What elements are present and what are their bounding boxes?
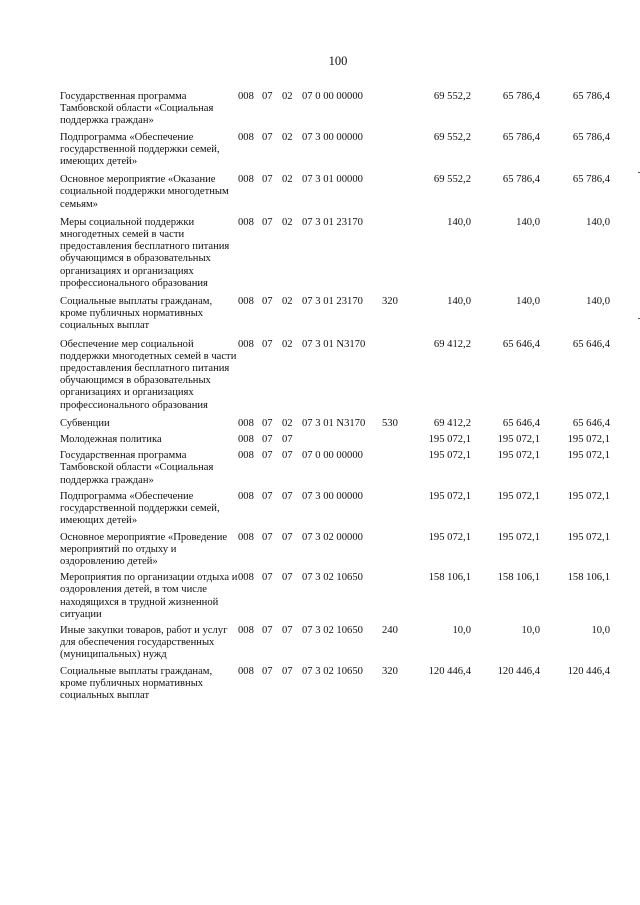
row-target-article: 07 3 00 00000 [302,490,363,502]
row-amount-year1: 158 106,1 [428,572,471,584]
row-subsection-code: 02 [282,417,293,429]
row-amount-year2: 65 646,4 [502,338,540,350]
table-row [60,450,620,487]
row-amount-year1: 69 552,2 [433,91,471,102]
row-name: Государственная программа Тамбовской области «Социальная поддержка граждан» [60,450,214,486]
row-target-article: 07 3 01 23170 [302,296,363,308]
row-amount-year3: 65 646,4 [572,338,610,350]
row-amount-year3: 195 072,1 [567,434,610,446]
row-name: Меры социальной поддержки многодетных семей в части предоставления бесплатного питания обучающимся в образовательных организациях и организациях профессионального образования [60,216,230,289]
row-amount-year3: 140,0 [586,216,610,228]
row-amount-year2: 10,0 [521,624,540,636]
row-amount-year3: 195 072,1 [567,450,610,462]
row-target-article: 07 3 02 10650 [302,624,363,636]
row-ved-code: 008 [238,91,254,102]
table-row [60,666,620,703]
row-subsection-code: 02 [282,131,293,143]
table-row [60,174,620,211]
row-name: Подпрограмма «Обеспечение государственной поддержки семей, имеющих детей» [60,131,220,168]
row-amount-year1: 10,0 [452,624,471,636]
row-amount-year1: 69 552,2 [433,174,471,186]
row-amount-year3: 195 072,1 [567,531,610,543]
row-target-article: 07 3 02 10650 [302,572,363,584]
row-expense-type: 320 [382,296,398,308]
row-amount-year3: 65 786,4 [572,91,610,102]
row-amount-year1: 69 412,2 [433,417,471,429]
row-target-article: 07 3 02 00000 [302,531,363,543]
row-name: Мероприятия по организации отдыха и оздоровления детей, в том числе находящихся в трудной жизненной ситуации [60,572,238,620]
row-target-article: 07 3 02 10650 [302,665,363,677]
row-ved-code: 008 [238,296,254,308]
row-target-article: 07 3 01 N3170 [302,338,366,350]
row-amount-year2: 65 646,4 [502,417,540,429]
row-expense-type: 320 [382,665,398,677]
row-amount-year1: 195 072,1 [428,490,471,502]
table-row [60,625,620,662]
row-amount-year3: 65 646,4 [572,417,610,429]
row-subsection-code: 07 [282,531,293,543]
row-amount-year1: 195 072,1 [428,434,471,446]
row-subsection-code: 02 [282,296,293,308]
table-row [60,532,620,569]
row-name: Социальные выплаты гражданам, кроме публичных нормативных социальных выплат [60,296,213,332]
table-row [60,418,620,430]
row-target-article: 07 0 00 00000 [302,450,363,462]
row-name: Государственная программа Тамбовской области «Социальная поддержка граждан» [60,91,214,127]
row-ved-code: 008 [238,417,254,429]
row-subsection-code: 02 [282,91,293,102]
row-amount-year3: 65 786,4 [572,174,610,186]
row-target-article: 07 3 01 00000 [302,174,363,186]
row-amount-year3: 140,0 [586,296,610,308]
row-amount-year3: 195 072,1 [567,490,610,502]
row-name: Молодежная политика [60,434,162,446]
row-ved-code: 008 [238,174,254,186]
row-amount-year1: 69 552,2 [433,131,471,143]
row-amount-year1: 69 412,2 [433,338,471,350]
row-name: Социальные выплаты гражданам, кроме публичных нормативных социальных выплат [60,665,213,701]
row-section-code: 07 [262,665,273,677]
row-section-code: 07 [262,624,273,636]
row-amount-year2: 195 072,1 [497,450,540,462]
row-ved-code: 008 [238,131,254,143]
row-section-code: 07 [262,216,273,228]
row-name: Подпрограмма «Обеспечение государственной поддержки семей, имеющих детей» [60,490,220,527]
row-amount-year2: 65 786,4 [502,91,540,102]
budget-table [60,91,620,706]
row-section-code: 07 [262,131,273,143]
row-ved-code: 008 [238,624,254,636]
row-section-code: 07 [262,417,273,429]
table-row [60,296,620,333]
row-target-article: 07 3 01 23170 [302,216,363,228]
table-row [60,491,620,528]
row-name: Субвенции [60,417,110,429]
row-name: Основное мероприятие «Проведение мероприятий по отдыху и оздоровлению детей» [60,531,228,567]
row-name: Основное мероприятие «Оказание социальной поддержки многодетным семьям» [60,174,229,210]
row-subsection-code: 07 [282,450,293,462]
row-amount-year1: 140,0 [447,296,471,308]
row-amount-year2: 140,0 [516,296,540,308]
row-subsection-code: 07 [282,434,293,446]
row-amount-year2: 120 446,4 [497,665,540,677]
row-ved-code: 008 [238,450,254,462]
row-amount-year2: 140,0 [516,216,540,228]
page-number: 100 [328,54,348,68]
row-amount-year2: 65 786,4 [502,131,540,143]
row-section-code: 07 [262,490,273,502]
row-target-article: 07 3 01 N3170 [302,417,366,429]
row-section-code: 07 [262,434,273,446]
table-row [60,339,620,412]
table-row [60,572,620,621]
row-amount-year1: 120 446,4 [428,665,471,677]
row-section-code: 07 [262,338,273,350]
row-ved-code: 008 [238,434,254,446]
row-subsection-code: 07 [282,490,293,502]
row-target-article: 07 0 00 00000 [302,91,363,102]
row-amount-year2: 195 072,1 [497,490,540,502]
row-amount-year3: 158 106,1 [567,572,610,584]
row-section-code: 07 [262,531,273,543]
row-ved-code: 008 [238,531,254,543]
row-amount-year2: 158 106,1 [497,572,540,584]
row-ved-code: 008 [238,216,254,228]
row-name: Обеспечение мер социальной поддержки многодетных семей в части предоставления бесплатного питания обучающимся в образовательных организациях и организациях профессионального образования [60,338,237,411]
row-expense-type: 240 [382,624,398,636]
row-expense-type: 530 [382,417,398,429]
row-amount-year3: 120 446,4 [567,665,610,677]
table-row [60,132,620,169]
row-name: Иные закупки товаров, работ и услуг для обеспечения государственных (муниципальных) нужд [60,624,228,661]
row-subsection-code: 07 [282,572,293,584]
row-target-article: 07 3 00 00000 [302,131,363,143]
row-subsection-code: 07 [282,665,293,677]
row-amount-year2: 195 072,1 [497,531,540,543]
row-ved-code: 008 [238,572,254,584]
row-amount-year2: 195 072,1 [497,434,540,446]
row-subsection-code: 02 [282,174,293,186]
row-section-code: 07 [262,450,273,462]
row-amount-year2: 65 786,4 [502,174,540,186]
row-section-code: 07 [262,572,273,584]
row-section-code: 07 [262,91,273,102]
row-amount-year3: 10,0 [591,624,610,636]
table-row [60,217,620,290]
row-subsection-code: 07 [282,624,293,636]
row-amount-year1: 195 072,1 [428,531,471,543]
table-row [60,91,620,128]
row-amount-year1: 195 072,1 [428,450,471,462]
row-section-code: 07 [262,174,273,186]
row-amount-year1: 140,0 [447,216,471,228]
row-subsection-code: 02 [282,216,293,228]
row-section-code: 07 [262,296,273,308]
row-amount-year3: 65 786,4 [572,131,610,143]
row-ved-code: 008 [238,338,254,350]
row-subsection-code: 02 [282,338,293,350]
table-row [60,434,620,446]
row-ved-code: 008 [238,490,254,502]
row-ved-code: 008 [238,665,254,677]
